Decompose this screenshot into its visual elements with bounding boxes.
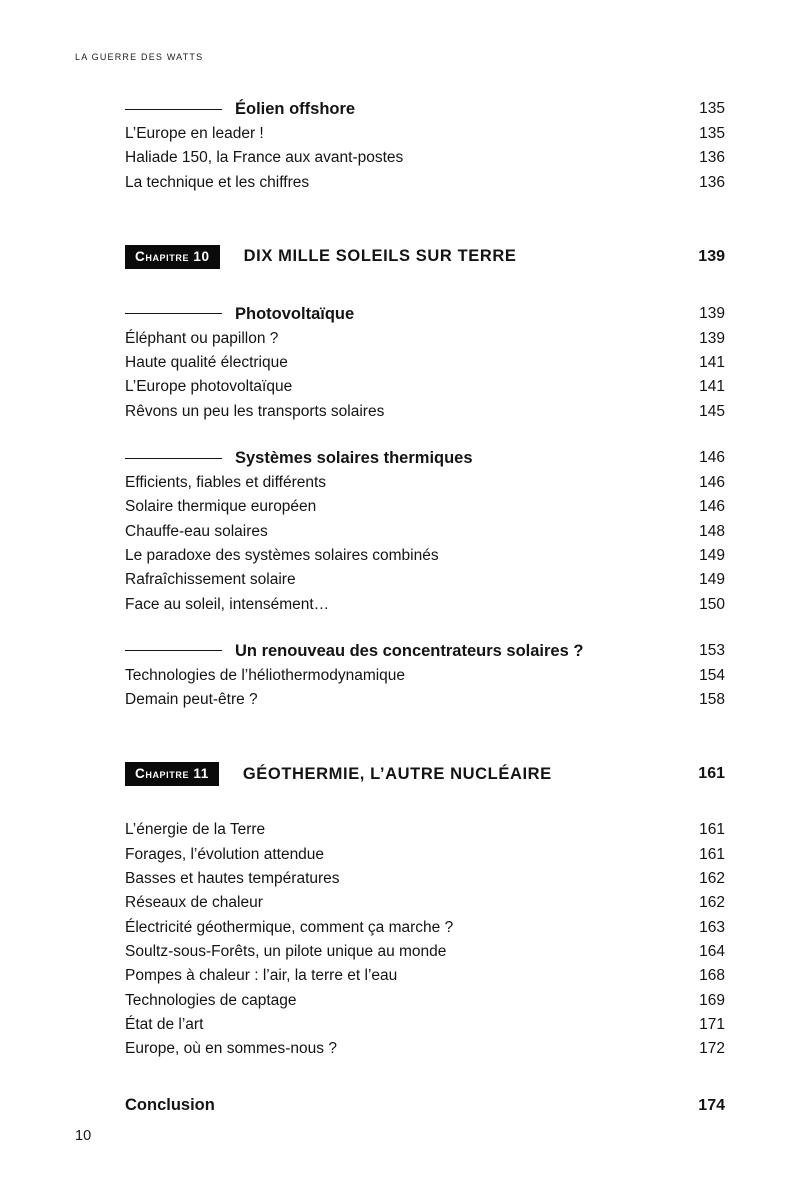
toc-item-row bbox=[125, 989, 725, 1013]
toc-entry-title: Efficients, fiables et différents bbox=[125, 474, 327, 492]
toc-item-row bbox=[125, 1013, 725, 1037]
toc-item-row bbox=[125, 171, 725, 195]
section-rule bbox=[125, 650, 222, 651]
toc-entry-page: 135 bbox=[699, 125, 725, 142]
toc-entry-title: Éolien offshore bbox=[235, 100, 356, 118]
toc-item-row bbox=[125, 964, 725, 988]
toc-entry-page: 153 bbox=[699, 641, 725, 659]
toc-entry-title: GÉOTHERMIE, L’AUTRE NUCLÉAIRE bbox=[242, 764, 552, 783]
running-header: LA GUERRE DES WATTS bbox=[75, 52, 204, 62]
toc-entry-title: Le paradoxe des systèmes solaires combinés bbox=[125, 546, 439, 564]
toc-entry-page: 171 bbox=[699, 1015, 725, 1033]
toc-section-row bbox=[125, 301, 725, 327]
toc-entry-page: 146 bbox=[699, 449, 725, 467]
toc-entry-page: 164 bbox=[699, 942, 725, 960]
toc-entry-title: Solaire thermique européen bbox=[125, 498, 317, 516]
toc-entry-page: 154 bbox=[699, 666, 725, 684]
toc-entry-page: 149 bbox=[699, 571, 725, 589]
toc-entry-title: Conclusion bbox=[125, 1096, 215, 1115]
toc-item-row bbox=[125, 146, 725, 170]
toc-chapter-row bbox=[125, 762, 725, 786]
toc-item-row bbox=[125, 351, 725, 375]
toc-entry-title: DIX MILLE SOLEILS SUR TERRE bbox=[243, 247, 517, 266]
toc-entry-title: État de l’art bbox=[125, 1015, 204, 1033]
chapter-badge: Chapitre 11 bbox=[125, 762, 219, 786]
toc-entry-page: 139 bbox=[698, 247, 725, 265]
toc-entry-page: 146 bbox=[699, 474, 725, 492]
toc-item-row bbox=[125, 327, 725, 351]
toc-conclusion-row bbox=[125, 1093, 725, 1118]
toc-entry-page: 141 bbox=[699, 354, 725, 372]
toc-entry-title: Haute qualité électrique bbox=[125, 354, 288, 372]
toc-item-row bbox=[125, 495, 725, 519]
toc-entry-page: 163 bbox=[699, 918, 725, 936]
toc-item-row bbox=[125, 891, 725, 915]
toc-item-row bbox=[125, 916, 725, 940]
section-rule bbox=[125, 313, 222, 314]
toc-entry-title: Technologies de l’héliothermodynamique bbox=[125, 666, 406, 684]
toc-entry-page: 141 bbox=[699, 378, 725, 396]
page-number: 10 bbox=[75, 1128, 92, 1144]
toc-entry-page: 162 bbox=[699, 894, 725, 912]
toc-entry-page: 136 bbox=[699, 173, 725, 191]
toc-section-row bbox=[125, 96, 725, 122]
toc-item-row bbox=[125, 843, 725, 867]
toc-entry-page: 146 bbox=[699, 498, 725, 516]
toc-entry-title: Soultz-sous-Forêts, un pilote unique au monde bbox=[125, 942, 447, 960]
toc-entry-page: 168 bbox=[699, 967, 725, 985]
toc-item-row bbox=[125, 471, 725, 495]
toc-entry-title: Réseaux de chaleur bbox=[125, 894, 263, 912]
toc-entry-title: Demain peut-être ? bbox=[125, 691, 258, 709]
toc-entry-title: Chauffe-eau solaires bbox=[125, 522, 268, 540]
toc-entry-page: 162 bbox=[699, 870, 725, 888]
chapter-badge: Chapitre 10 bbox=[125, 245, 220, 269]
toc-entry-title: Pompes à chaleur : l’air, la terre et l’eau bbox=[125, 967, 398, 985]
toc-entry-title: Haliade 150, la France aux avant-postes bbox=[125, 149, 404, 167]
toc-item-row bbox=[125, 664, 725, 688]
toc-entry-page: 145 bbox=[699, 402, 725, 420]
toc-item-row bbox=[125, 568, 725, 592]
toc-item-row bbox=[125, 940, 725, 964]
toc-entry-page: 161 bbox=[699, 845, 725, 863]
toc-entry-page: 150 bbox=[699, 595, 725, 613]
toc-item-row bbox=[125, 867, 725, 891]
toc-entry-page: 139 bbox=[699, 329, 725, 347]
toc-entry-page: 158 bbox=[699, 691, 725, 709]
toc-entry-title: Photovoltaïque bbox=[235, 304, 355, 323]
toc-entry-page: 169 bbox=[699, 991, 725, 1009]
toc-entry-page: 149 bbox=[699, 546, 725, 564]
section-rule bbox=[125, 458, 222, 459]
toc-entry-title: Technologies de captage bbox=[125, 991, 297, 1009]
toc-entry-page: 135 bbox=[699, 100, 725, 117]
toc-entry-page: 136 bbox=[699, 149, 725, 167]
toc-item-row bbox=[125, 544, 725, 568]
toc-entry-title: Forages, l’évolution attendue bbox=[125, 845, 325, 863]
toc-entry-title: La technique et les chiffres bbox=[125, 173, 310, 191]
toc-section-row bbox=[125, 445, 725, 471]
toc-entry-title: Systèmes solaires thermiques bbox=[235, 449, 473, 468]
toc-entry-title: Face au soleil, intensément… bbox=[125, 595, 330, 613]
toc-entry-page: 174 bbox=[698, 1097, 725, 1115]
toc-entry-title: Europe, où en sommes-nous ? bbox=[125, 1040, 337, 1058]
toc-entry-title: Rêvons un peu les transports solaires bbox=[125, 402, 385, 420]
toc-entry-page: 139 bbox=[699, 304, 725, 322]
toc-entry-title: Éléphant ou papillon ? bbox=[125, 329, 279, 347]
toc-item-row bbox=[125, 818, 725, 842]
toc-chapter-row bbox=[125, 245, 725, 269]
toc-item-row bbox=[125, 400, 725, 424]
toc-entry-title: L’Europe en leader ! bbox=[125, 125, 264, 142]
table-of-contents bbox=[125, 96, 725, 1119]
toc-item-row bbox=[125, 520, 725, 544]
toc-item-row bbox=[125, 1037, 725, 1061]
toc-entry-page: 148 bbox=[699, 522, 725, 540]
toc-entry-page: 161 bbox=[698, 765, 725, 783]
toc-item-row bbox=[125, 122, 725, 146]
toc-entry-title: Rafraîchissement solaire bbox=[125, 571, 296, 589]
toc-entry-title: L’Europe photovoltaïque bbox=[125, 378, 293, 396]
toc-entry-page: 172 bbox=[699, 1040, 725, 1058]
toc-item-row bbox=[125, 688, 725, 712]
toc-item-row bbox=[125, 375, 725, 399]
toc-item-row bbox=[125, 593, 725, 617]
toc-section-row bbox=[125, 638, 725, 664]
toc-entry-page: 161 bbox=[699, 821, 725, 839]
toc-entry-title: L’énergie de la Terre bbox=[125, 821, 266, 839]
toc-entry-title: Basses et hautes températures bbox=[125, 870, 340, 888]
toc-entry-title: Électricité géothermique, comment ça marche ? bbox=[125, 918, 454, 936]
section-rule bbox=[125, 109, 222, 110]
toc-entry-title: Un renouveau des concentrateurs solaires ? bbox=[235, 641, 584, 660]
